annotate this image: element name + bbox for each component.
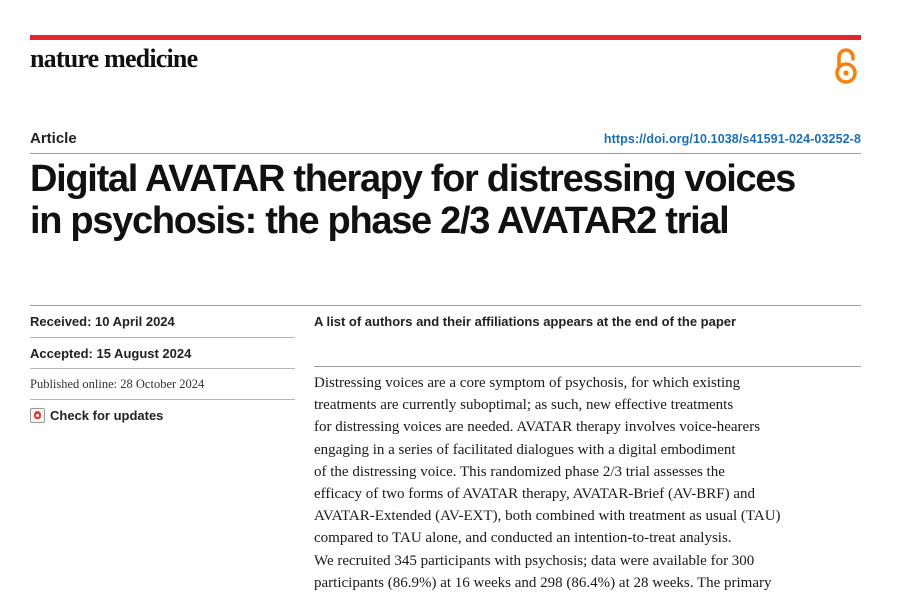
abstract-line: We recruited 345 participants with psychosis; data were available for 300	[314, 552, 755, 569]
check-for-updates-button[interactable]	[30, 408, 163, 423]
article-type-label: Article	[30, 130, 77, 147]
abstract-line: compared to TAU alone, and conducted an intention-to-treat analysis.	[314, 530, 732, 547]
abstract	[314, 372, 874, 594]
divider	[30, 153, 861, 154]
divider	[30, 305, 861, 306]
divider	[314, 366, 861, 367]
abstract-line: efficacy of two forms of AVATAR therapy, AVATAR-Brief (AV-BRF) and	[314, 486, 756, 503]
divider	[30, 368, 295, 369]
received-date: Received: 10 April 2024	[30, 314, 175, 329]
article-title	[30, 158, 890, 242]
abstract-line: AVATAR-Extended (AV-EXT), both combined with treatment as usual (TAU)	[314, 508, 781, 525]
authors-note: A list of authors and their affiliations appears at the end of the paper	[314, 314, 737, 329]
abstract-line: participants (86.9%) at 16 weeks and 298 (86.4%) at 28 weeks. The primary	[314, 574, 772, 591]
abstract-line: for distressing voices are needed. AVATAR therapy involves voice-hearers	[314, 419, 761, 436]
divider	[30, 337, 295, 338]
title-line: in psychosis: the phase 2/3 AVATAR2 trial	[30, 200, 729, 242]
journal-accent-bar	[30, 35, 861, 40]
title-line: Digital AVATAR therapy for distressing voices	[30, 158, 795, 200]
abstract-line: treatments are currently suboptimal; as such, new effective treatments	[314, 397, 734, 414]
abstract-line: Distressing voices are a core symptom of psychosis, for which existing	[314, 375, 741, 391]
journal-name[interactable]: nature medicine	[30, 44, 198, 73]
divider	[30, 399, 295, 400]
check-for-updates-label: Check for updates	[50, 408, 164, 423]
doi-link[interactable]: https://doi.org/10.1038/s41591-024-03252-8	[603, 132, 861, 146]
abstract-line: of the distressing voice. This randomized phase 2/3 trial assesses the	[314, 463, 725, 480]
accepted-date: Accepted: 15 August 2024	[30, 346, 192, 361]
abstract-line: engaging in a series of facilitated dialogues with a digital embodiment	[314, 441, 736, 458]
open-access-icon	[832, 45, 860, 85]
published-date: Published online: 28 October 2024	[30, 377, 205, 391]
crossmark-icon	[30, 408, 45, 423]
